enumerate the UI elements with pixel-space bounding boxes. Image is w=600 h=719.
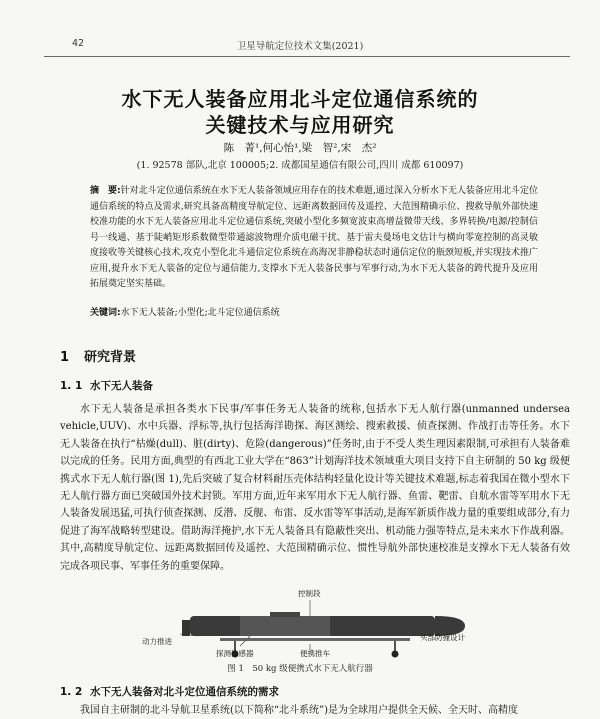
authors: 陈 菁¹,何心怡¹,梁 智²,宋 杰² xyxy=(223,142,377,154)
wheel xyxy=(392,651,399,658)
abstract-label: 摘 要: xyxy=(90,186,121,196)
antenna-mast xyxy=(270,612,300,617)
subsection-heading-1-2 xyxy=(60,684,279,699)
label-power: 动力推进 xyxy=(142,637,172,646)
affiliation: (1. 92578 部队,北京 100005;2. 成都国星通信有限公司,四川 成都 610097) xyxy=(136,160,464,171)
section-heading-1 xyxy=(60,346,136,365)
propeller xyxy=(182,620,190,636)
subsection-heading-1-1 xyxy=(60,378,153,393)
paragraph-text: 我国自主研制的北斗导航卫星系统(以下简称“北斗系统”)是为全球用户提供全天候、全天时、高精度 xyxy=(80,705,519,716)
journal-title: 卫星导航定位技术文集(2021) xyxy=(236,41,364,52)
subsection-title: 水下无人装备对北斗定位通信系统的需求 xyxy=(90,686,279,698)
title-line-1: 水下无人装备应用北斗定位通信系统的 xyxy=(121,87,479,111)
running-header xyxy=(44,38,556,52)
body-paragraph-2 xyxy=(60,702,570,719)
page-number: 42 xyxy=(72,38,85,49)
control-section xyxy=(240,616,330,636)
label-control: 控制段 xyxy=(298,589,321,598)
figure-caption: 图 1 50 kg 级便携式水下无人航行器 xyxy=(227,664,373,674)
body-paragraph-1 xyxy=(60,401,570,575)
keywords xyxy=(90,305,538,318)
label-head: 头部防撞设计 xyxy=(420,633,465,642)
figure-1 xyxy=(120,586,490,666)
header-rule xyxy=(44,56,570,57)
label-trolley: 便携推车 xyxy=(300,649,330,658)
title-line-2: 关键技术与应用研究 xyxy=(205,113,395,137)
trolley-frame xyxy=(220,638,410,641)
paragraph-text: 水下无人装备是承担各类水下民事/军事任务无人装备的统称,包括水下无人航行器(unmanned undersea vehicle,UUV)、水中兵器、浮标等,执行包括海洋勘探、海区测绘、搜索救援、侦查探测、作战打击等任务。水下无人装备在执行“枯燥(dull)、脏(dirty)、危险(dangerous)”任务时,由于不受人类生理因素限制,可承担有人装备难以完成的任务。民用方面,典型的有西北工业大学在“863”计划海洋技术领域重大项目支持下自主研制的 50 kg 级便携式水下无人航行器(图 1),先后突破了复合材料耐压壳体结构轻量化设计等关键技术难题,标志着我国在微小型水下无人航行器方面已突破国外技术封锁。军用方面,近年来军用水下无人航行器、鱼雷、靶雷、自航水雷等军用水下无人装备发展迅猛,可执行侦查探测、反潜、反舰、布雷、反水雷等军事活动,是海军新质作战力量的重要组成部分,有力促进了海军战略转型建设。借助海洋掩护,水下无人装备具有隐蔽性突出、机动能力强等特点,是未来水下作战利器。其中,高精度导航定位、远距离数据回传及遥控、大范围精确示位、惯性导航外部快速校准是支撑水下无人装备有效完成各项民事、军事任务的重要保障。 xyxy=(60,404,570,572)
keywords-text: 水下无人装备;小型化;北斗定位通信系统 xyxy=(120,308,280,318)
keywords-label: 关键词: xyxy=(90,308,121,318)
subsection-title: 水下无人装备 xyxy=(90,380,153,392)
abstract-text: 针对北斗定位通信系统在水下无人装备领域应用存在的技术难题,通过深入分析水下无人装备应用北斗定位通信系统的特点及需求,研究具备高精度导航定位、远距离数据回传及遥控、大范围精确示位、搜救导航外部快速校准功能的水下无人装备应用北斗定位通信系统,突破小型化多频宽波束高增益微带天线、多界转换/电源/控制信号一线通、基于陡峭矩形系数微型带通滤波物理介质电磁干扰、基于雷夫曼场电文估计与横向零宽控制的高灵敏度接收等关键核心技术,攻克小型化北斗通信定位系统在高海况非静稳状态时通信定位的瓶颈短板,并实现技术推广应用,提升水下无人装备的定位与通信能力,支撑水下无人装备民事与军事行动,为水下无人装备的跨代提升及应用拓展奠定坚实基础。 xyxy=(90,186,538,289)
label-sensor: 探测传感器 xyxy=(216,649,254,658)
section-number: 1 xyxy=(60,350,70,365)
abstract xyxy=(90,184,538,293)
subsection-number: 1. 2 xyxy=(60,686,83,698)
paper-title xyxy=(0,86,600,138)
subsection-number: 1. 1 xyxy=(60,380,83,392)
section-title: 研究背景 xyxy=(84,350,137,365)
